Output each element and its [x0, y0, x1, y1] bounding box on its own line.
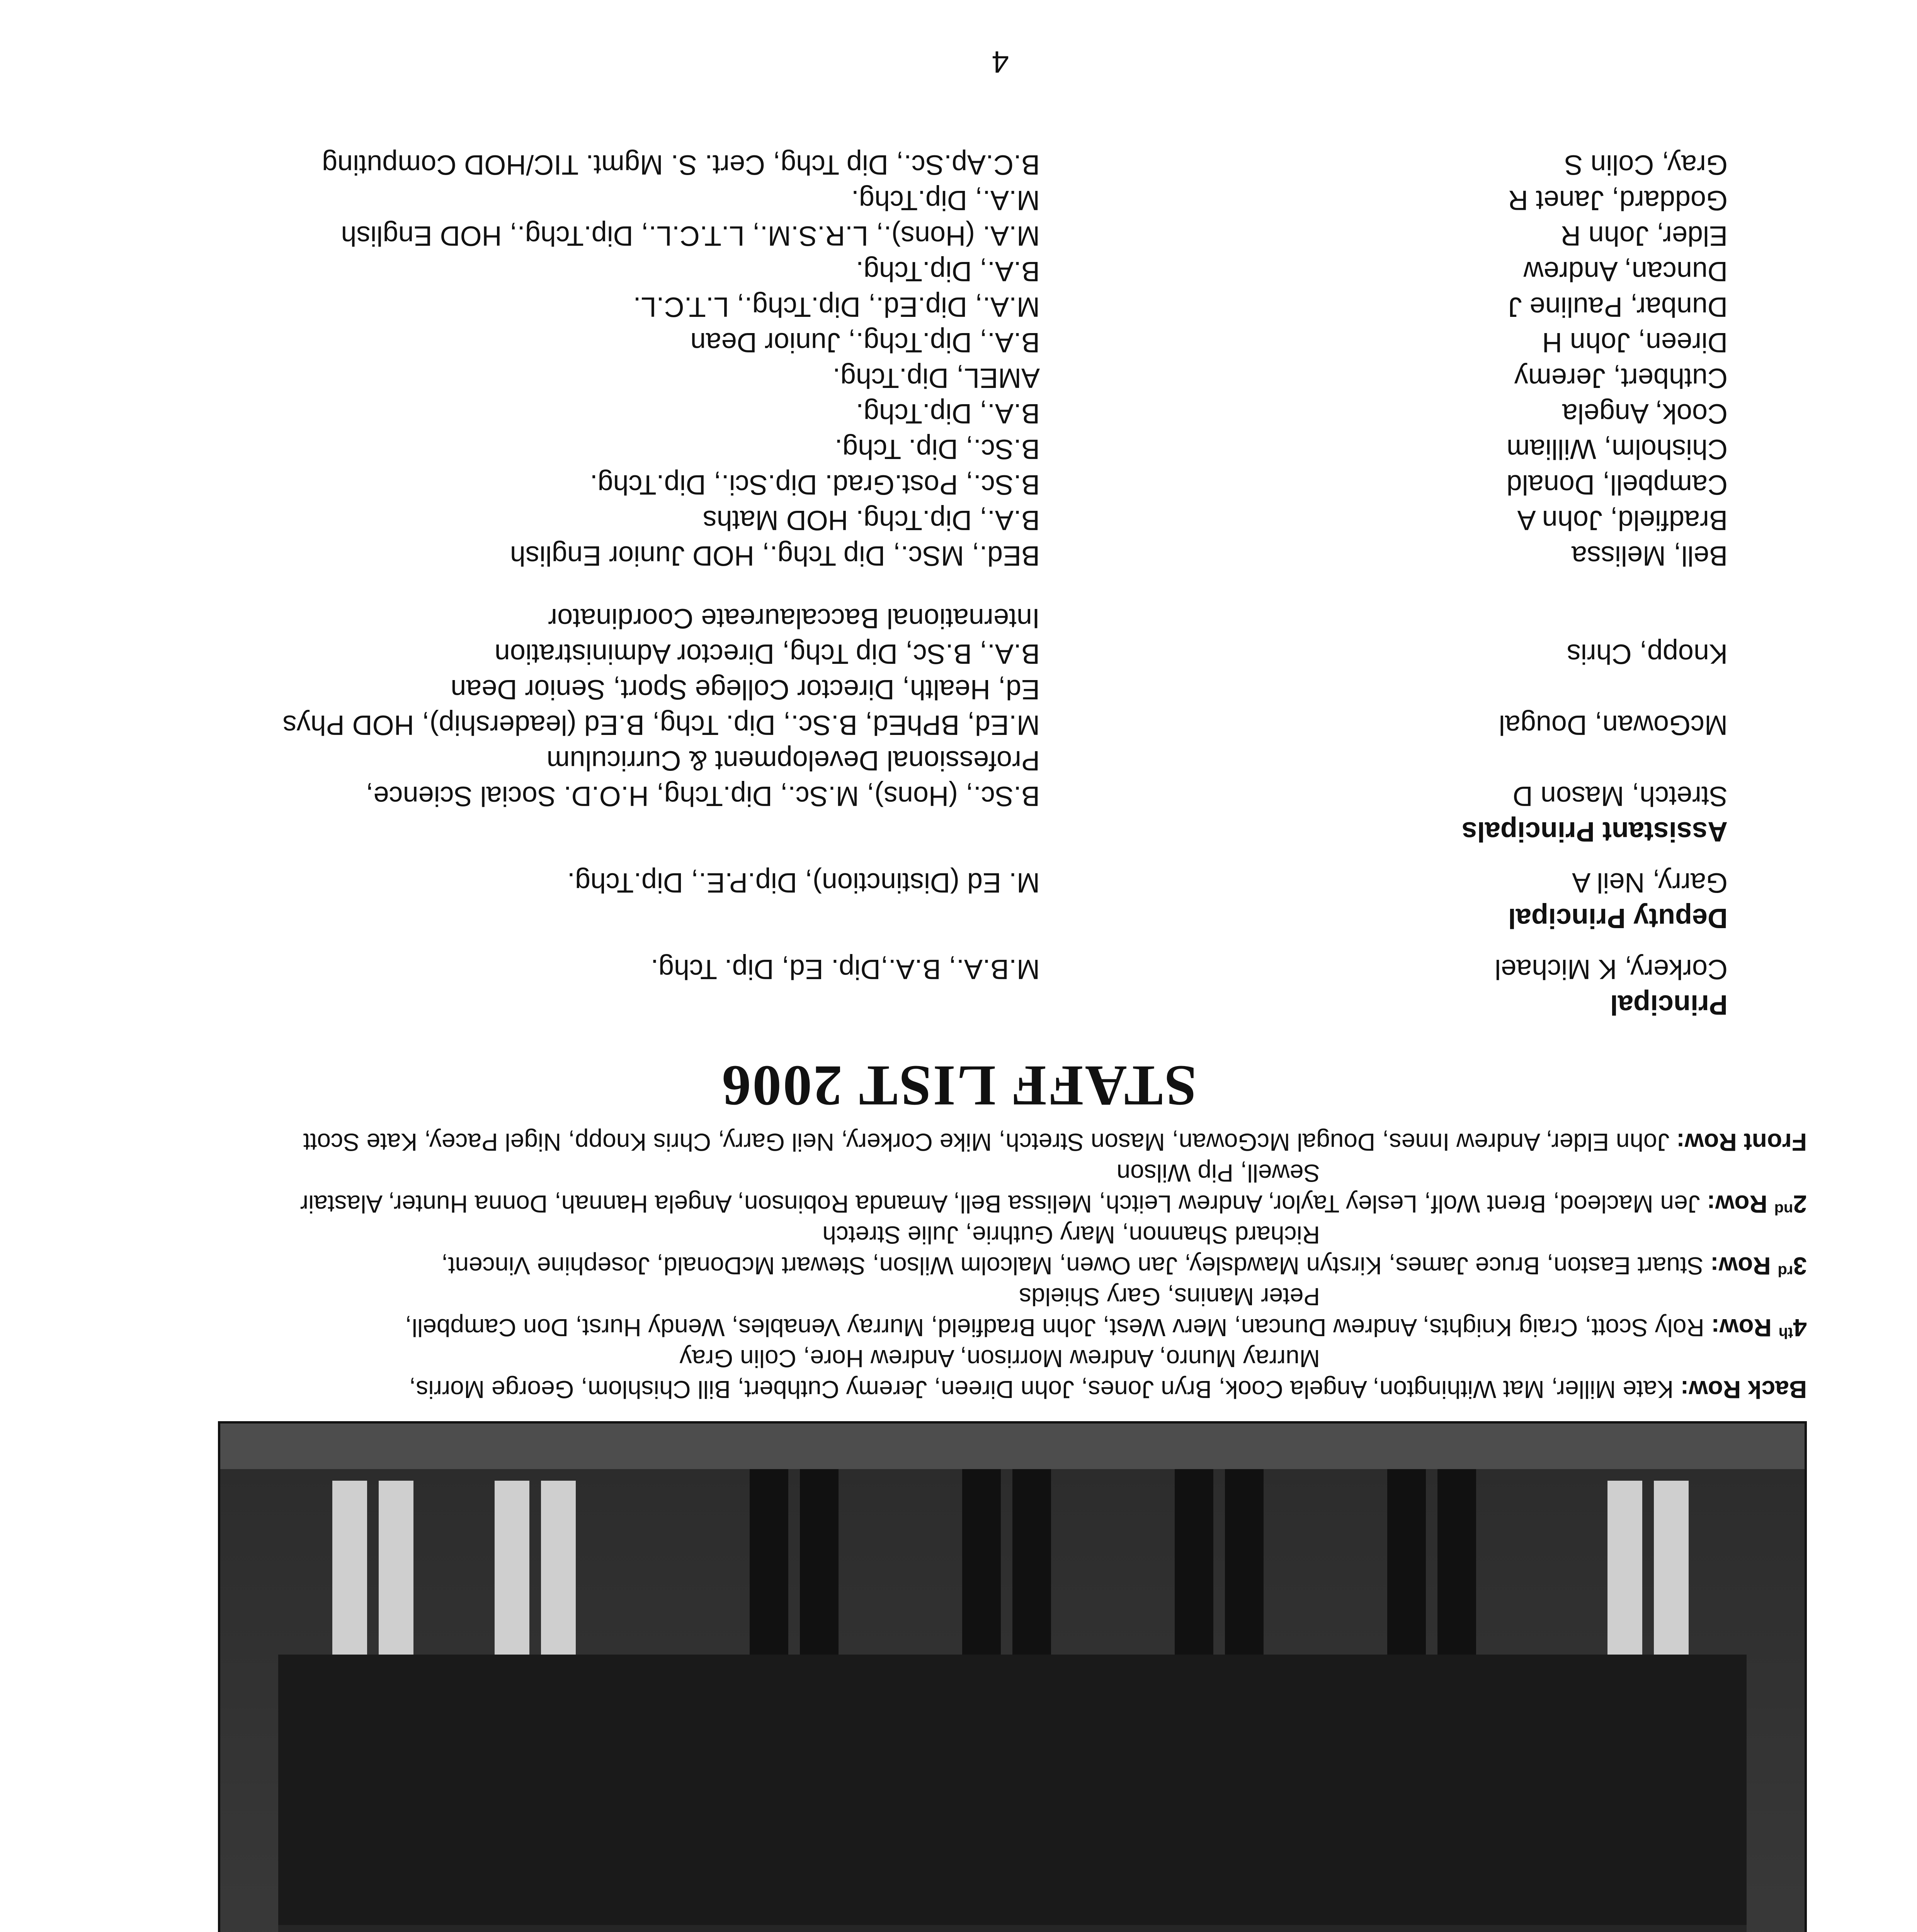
staff-name: Dunbar, Pauline J — [1508, 291, 1728, 322]
staff-entry — [182, 289, 1728, 325]
caption-names-cont: Peter Manins, Gary Shields — [1019, 1283, 1320, 1311]
page-number: 4 — [992, 45, 1009, 79]
staff-quals: B.Sc., Dip. Tchg. — [835, 434, 1040, 464]
staff-name: Cuthbert, Jeremy — [1514, 362, 1728, 393]
caption-label: Front Row: — [1676, 1128, 1807, 1156]
group-photo-illustration — [220, 1423, 1805, 1932]
staff-name: Elder, John R — [1560, 220, 1728, 251]
caption-label: 2nd Row: — [1707, 1190, 1807, 1218]
staff-name: McGowan, Dougal — [1499, 709, 1728, 740]
staff-quals: AMEL, Dip.Tchg. — [832, 362, 1040, 393]
caption-third-row — [218, 1219, 1807, 1281]
caption-label: 4th Row: — [1711, 1314, 1807, 1342]
caption-second-row — [218, 1158, 1807, 1219]
staff-quals: B.A., B.Sc, Dip Tchg, Director Administration International Baccalaureate Coordinator — [494, 603, 1040, 669]
group-photo — [218, 1421, 1807, 1932]
staff-entry — [182, 951, 1728, 987]
staff-entry — [182, 431, 1728, 467]
staff-entry — [182, 253, 1728, 289]
photo-captions — [218, 1127, 1807, 1405]
staff-quals: B.A., Dip.Tchg., Junior Dean — [690, 327, 1040, 358]
caption-fourth-row — [218, 1281, 1807, 1343]
section-heading-deputy: Deputy Principal — [1508, 903, 1728, 934]
staff-quals: BEd., MSc., Dip Tchg., HOD Junior English — [510, 540, 1040, 571]
caption-back-row — [218, 1343, 1807, 1405]
staff-quals: M.B.A., B.A.,Dip. Ed, Dip. Tchg. — [650, 954, 1040, 985]
caption-names: Kate Miller, Mat Withington, Angela Cook, Bryn Jones, John Direen, Jeremy Cuthbert, Bill Chishlom, George Morris, — [409, 1376, 1674, 1403]
staff-list-title: STAFF LIST 2006 — [720, 1054, 1197, 1118]
caption-names: Roly Scott, Craig Knights, Andrew Duncan, Merv West, John Bradfield, Murray Venables, Wendy Hurst, Don Campbell, — [405, 1314, 1704, 1342]
caption-label: Back Row: — [1680, 1376, 1807, 1403]
staff-name: Bell, Melissa — [1571, 540, 1728, 571]
staff-quals: B.A., Dip.Tchg. — [856, 256, 1040, 287]
caption-names-cont: Sewell, Pip Wilson — [1116, 1159, 1320, 1187]
staff-quals: M.A. (Hons)., L.R.S.M., L.T.C.L., Dip.Tchg., HOD English — [341, 220, 1040, 251]
staff-entry — [182, 360, 1728, 396]
staff-entry — [182, 325, 1728, 360]
staff-name: Goddard, Janet R — [1508, 185, 1728, 216]
staff-quals: B.Sc., (Hons), M.Sc., Dip.Tchg, H.O.D. Social Science, Professional Development & Curriculum — [366, 745, 1040, 811]
staff-name: Gray, Colin S — [1564, 149, 1728, 180]
staff-name: Stretch, Mason D — [1512, 781, 1728, 811]
staff-quals: M.A., Dip.Tchg. — [851, 185, 1040, 216]
staff-name: Bradfield, John A — [1517, 505, 1728, 536]
staff-entry — [182, 743, 1728, 814]
staff-list — [182, 147, 1728, 1022]
staff-quals: B.C.Ap.Sc., Dip Tchg, Cert. S. Mgmt. TIC/HOD Computing — [322, 149, 1040, 180]
staff-name: Duncan, Andrew — [1523, 256, 1728, 287]
staff-quals: B.A., Dip.Tchg. HOD Maths — [703, 505, 1040, 536]
staff-name: Campbell, Donald — [1506, 469, 1728, 500]
caption-front-row — [218, 1127, 1807, 1158]
staff-entry — [182, 672, 1728, 743]
staff-entry — [182, 147, 1728, 182]
caption-label: 3rd Row: — [1710, 1252, 1807, 1280]
staff-name: Chisholm, William — [1506, 434, 1728, 464]
staff-name: Knopp, Chris — [1567, 638, 1728, 669]
staff-quals: B.Sc., Post.Grad. Dip.Sci., Dip.Tchg. — [590, 469, 1040, 500]
staff-entry — [182, 600, 1728, 672]
staff-name: Cook, Angela — [1562, 398, 1728, 429]
section-heading-assistant: Assistant Principals — [1461, 816, 1728, 847]
staff-quals: M. Ed (Distinction), Dip.P.E., Dip.Tchg. — [567, 867, 1040, 898]
caption-names: Jen Macleod, Brent Wolf, Lesley Taylor, Andrew Leitch, Melissa Bell, Amanda Robinson, Angela Hannah, Donna Hunter, Alastair — [300, 1190, 1700, 1218]
staff-entry — [182, 502, 1728, 538]
staff-name: Direen, John H — [1542, 327, 1728, 358]
staff-entry — [182, 538, 1728, 573]
staff-entry — [182, 182, 1728, 218]
staff-name: Garry, Neil A — [1572, 867, 1728, 898]
caption-names-cont: Richard Shannon, Mary Guthrie, Julie Stretch — [822, 1221, 1320, 1249]
staff-entry — [182, 218, 1728, 253]
caption-names: John Elder, Andrew Innes, Dougal McGowan, Mason Stretch, Mike Corkery, Neil Garry, Chris Knopp, Nigel Pacey, Kate Scott — [303, 1128, 1670, 1156]
staff-name: Corkery, K Michael — [1495, 954, 1728, 985]
staff-quals: M.A., Dip.Ed., Dip.Tchg., L.T.C.L. — [633, 291, 1040, 322]
caption-names-cont: Murray Munro, Andrew Morrison, Andrew Hore, Colin Gray — [679, 1345, 1320, 1372]
section-heading-principal: Principal — [1610, 989, 1728, 1020]
staff-entry — [182, 865, 1728, 900]
staff-entry — [182, 467, 1728, 502]
staff-quals: M.Ed, BPhEd, B.Sc., Dip. Tchg, B.Ed (leadership), HOD Phys Ed, Health, Director College Sport, Senior Dean — [282, 674, 1040, 740]
staff-entry — [182, 396, 1728, 431]
caption-names: Stuart Easton, Bruce James, Kirstyn Mawdsley, Jan Owen, Malcolm Wilson, Stewart McDonald, Josephine Vincent, — [441, 1252, 1704, 1280]
staff-quals: B.A., Dip.Tchg. — [856, 398, 1040, 429]
